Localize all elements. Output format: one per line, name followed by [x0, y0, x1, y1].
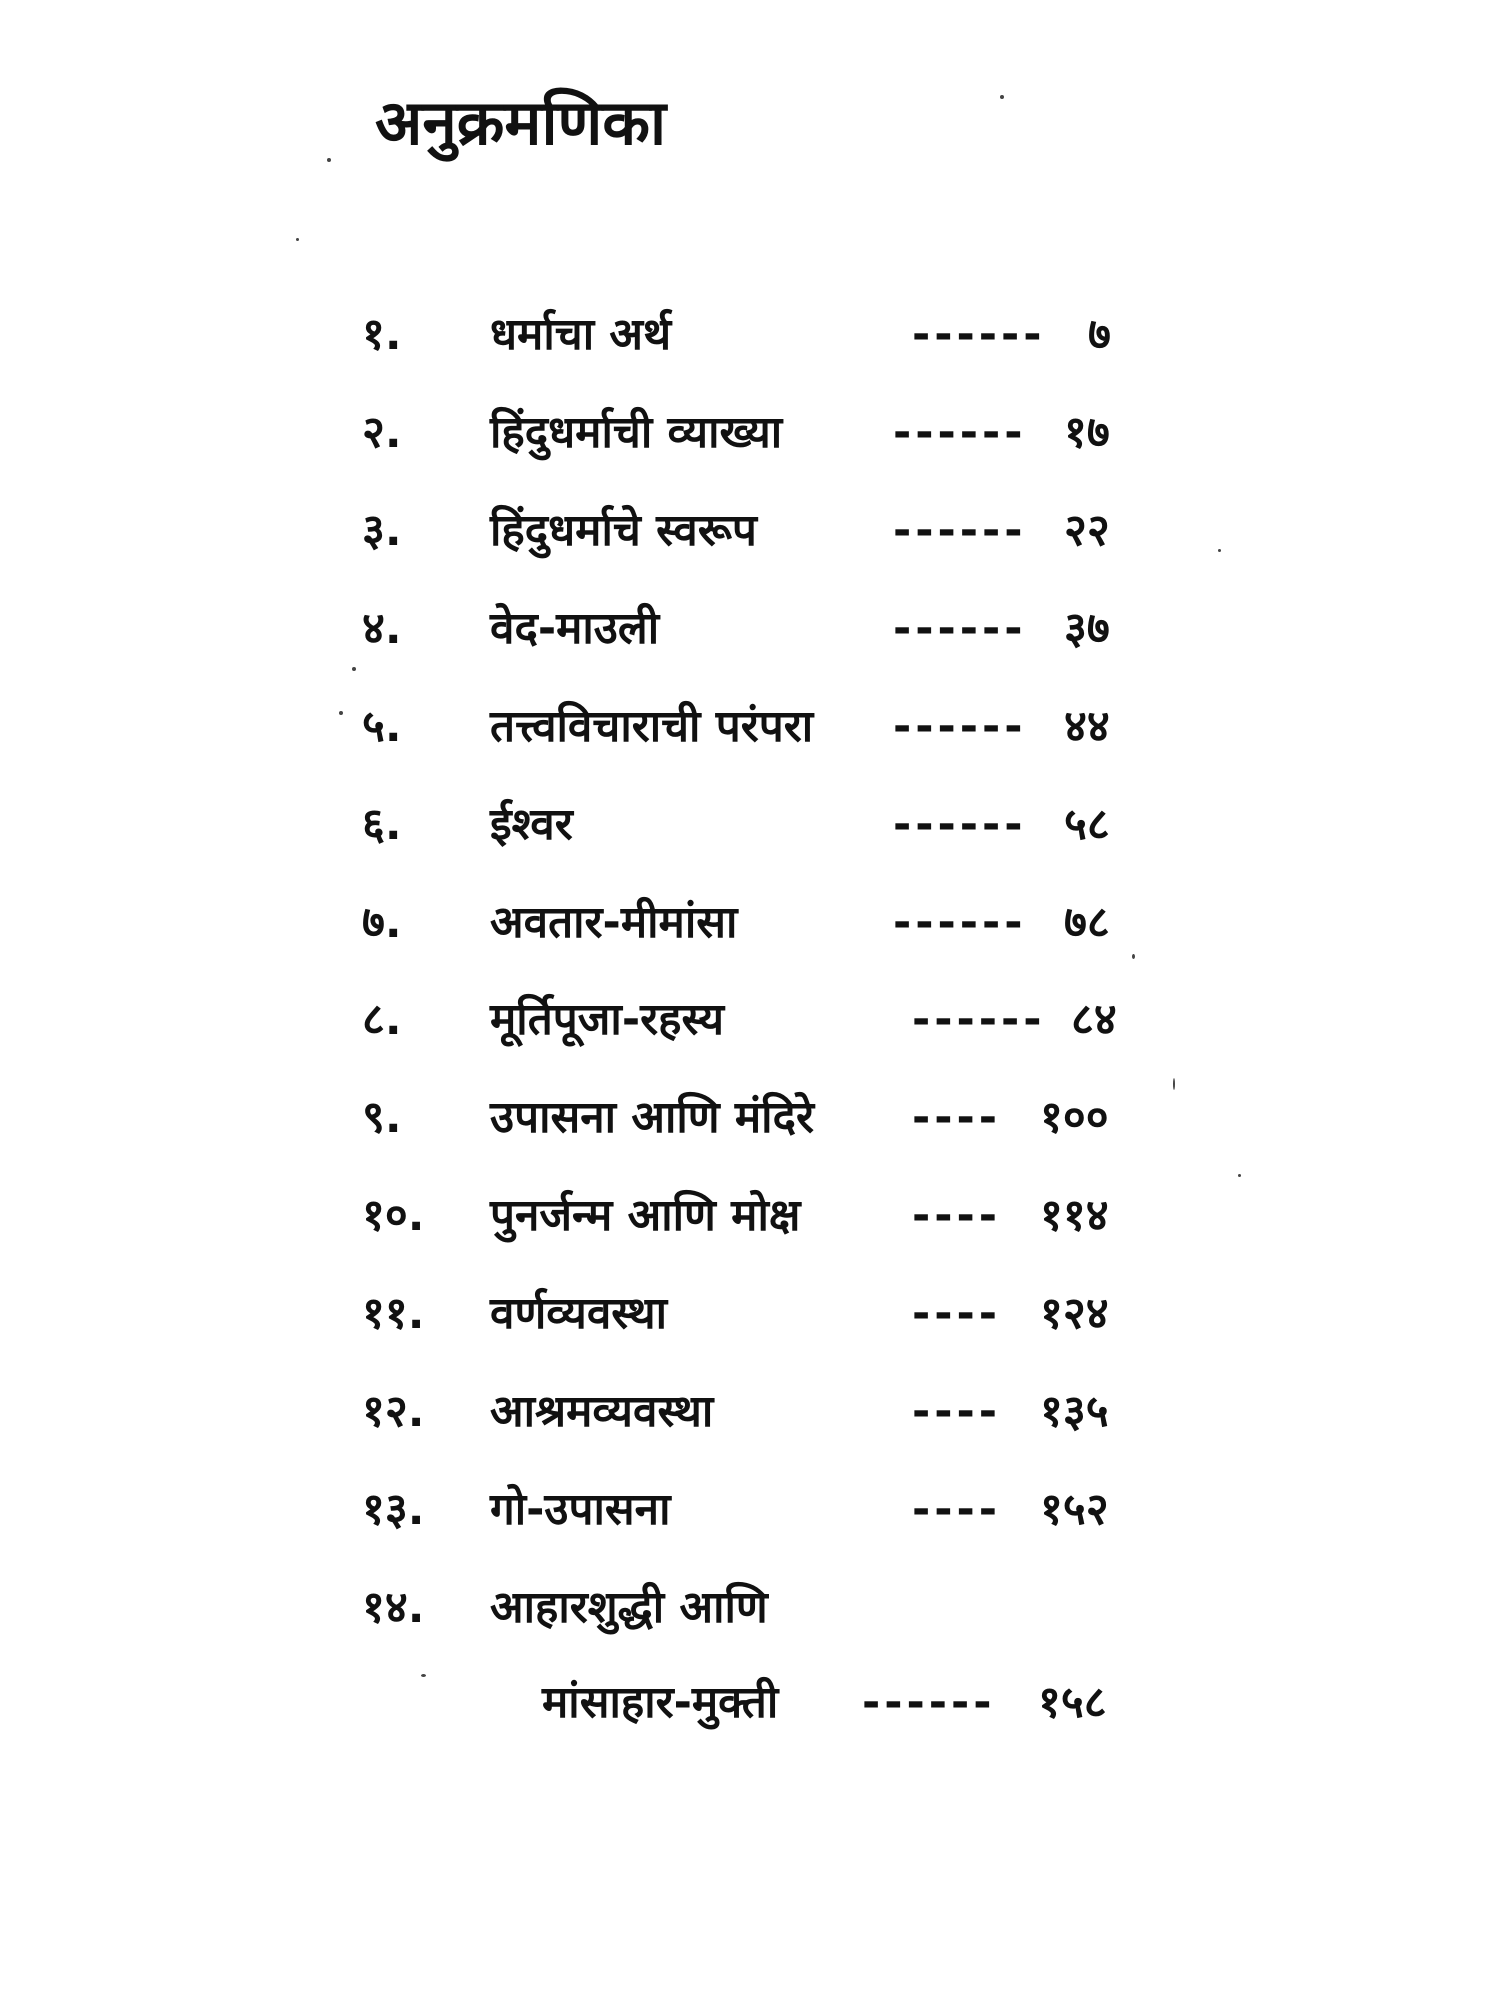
entry-title: हिंदुधर्माची व्याख्या: [490, 407, 783, 458]
dot-leader: ------: [893, 603, 1027, 654]
scan-speck: [1218, 549, 1221, 552]
dot-leader: ----: [912, 1288, 1002, 1339]
dot-leader: ------: [912, 994, 1046, 1045]
page-number: १५८: [1038, 1677, 1107, 1728]
scan-speck: [296, 238, 299, 241]
dot-leader: ----: [912, 1484, 1002, 1535]
entry-number: ५.: [362, 701, 402, 752]
page-number: ८४: [1071, 994, 1117, 1045]
page-number: १२४: [1040, 1288, 1109, 1339]
dot-leader: ----: [912, 1190, 1002, 1241]
toc-entry: [0, 1181, 1500, 1251]
page-number: ७: [1088, 309, 1111, 360]
page-number: १५२: [1040, 1484, 1109, 1535]
entry-title: उपासना आणि मंदिरे: [490, 1092, 814, 1143]
entry-number: १०.: [362, 1190, 425, 1241]
entry-number: ६.: [362, 799, 402, 850]
scan-speck: [1238, 1174, 1241, 1177]
entry-title: मूर्तिपूजा-रहस्य: [490, 994, 725, 1045]
toc-entry: [0, 985, 1500, 1055]
entry-number: १२.: [362, 1386, 425, 1437]
entry-title: वर्णव्यवस्था: [490, 1288, 668, 1339]
toc-entry: [0, 692, 1500, 762]
entry-number: १३.: [362, 1484, 425, 1535]
dot-leader: ------: [893, 897, 1027, 948]
entry-number: ९.: [362, 1092, 402, 1143]
entry-title: तत्त्वविचाराची परंपरा: [490, 701, 814, 752]
entry-title: ईश्वर: [490, 799, 573, 850]
toc-entry: [0, 1279, 1500, 1349]
dot-leader: ------: [862, 1677, 996, 1728]
scan-speck: [339, 711, 343, 715]
entry-title: आहारशुद्धी आणि: [490, 1582, 768, 1633]
entry-title: हिंदुधर्माचे स्वरूप: [490, 505, 757, 556]
entry-title: अवतार-मीमांसा: [490, 897, 738, 948]
scan-speck: [421, 1674, 426, 1677]
entry-number: ४.: [362, 603, 402, 654]
toc-entry: [0, 1668, 1500, 1738]
entry-number: ८.: [362, 994, 402, 1045]
toc-entry: [0, 300, 1500, 370]
dot-leader: ------: [912, 309, 1046, 360]
page-number: १७: [1064, 407, 1110, 458]
toc-entry: [0, 1083, 1500, 1153]
toc-entry: [0, 790, 1500, 860]
toc-entry: [0, 398, 1500, 468]
entry-number: ७.: [362, 897, 402, 948]
entry-title: धर्माचा अर्थ: [490, 309, 672, 360]
entry-title: गो-उपासना: [490, 1484, 671, 1535]
page-title: अनुक्रमणिका: [375, 86, 667, 159]
toc-entry: [0, 888, 1500, 958]
page-number: १३५: [1040, 1386, 1109, 1437]
page-number: ११४: [1040, 1190, 1109, 1241]
scan-speck: [1173, 1078, 1175, 1090]
dot-leader: ------: [893, 505, 1027, 556]
page-number: २२: [1064, 505, 1110, 556]
page-number: ३७: [1064, 603, 1110, 654]
dot-leader: ------: [893, 799, 1027, 850]
page-number: ४४: [1064, 701, 1110, 752]
toc-entry: [0, 1377, 1500, 1447]
dot-leader: ------: [893, 407, 1027, 458]
entry-title: मांसाहार-मुक्ती: [542, 1677, 779, 1728]
entry-number: १४.: [362, 1582, 425, 1633]
dot-leader: ------: [893, 701, 1027, 752]
page-number: १००: [1040, 1092, 1109, 1143]
toc-entry: [0, 496, 1500, 566]
page-number: ५८: [1064, 799, 1110, 850]
scan-speck: [352, 667, 356, 671]
toc-entry: [0, 1573, 1500, 1643]
dot-leader: ----: [912, 1386, 1002, 1437]
entry-number: १.: [362, 309, 402, 360]
page-number: ७८: [1064, 897, 1110, 948]
entry-title: पुनर्जन्म आणि मोक्ष: [490, 1190, 801, 1241]
entry-number: ३.: [362, 505, 402, 556]
entry-title: आश्रमव्यवस्था: [490, 1386, 714, 1437]
toc-entry: [0, 594, 1500, 664]
toc-entry: [0, 1475, 1500, 1545]
entry-number: २.: [362, 407, 402, 458]
scan-speck: [327, 158, 331, 162]
dot-leader: ----: [912, 1092, 1002, 1143]
entry-title: वेद-माउली: [490, 603, 660, 654]
scan-speck: [1132, 954, 1135, 959]
entry-number: ११.: [362, 1288, 425, 1339]
scan-speck: [1000, 95, 1004, 99]
